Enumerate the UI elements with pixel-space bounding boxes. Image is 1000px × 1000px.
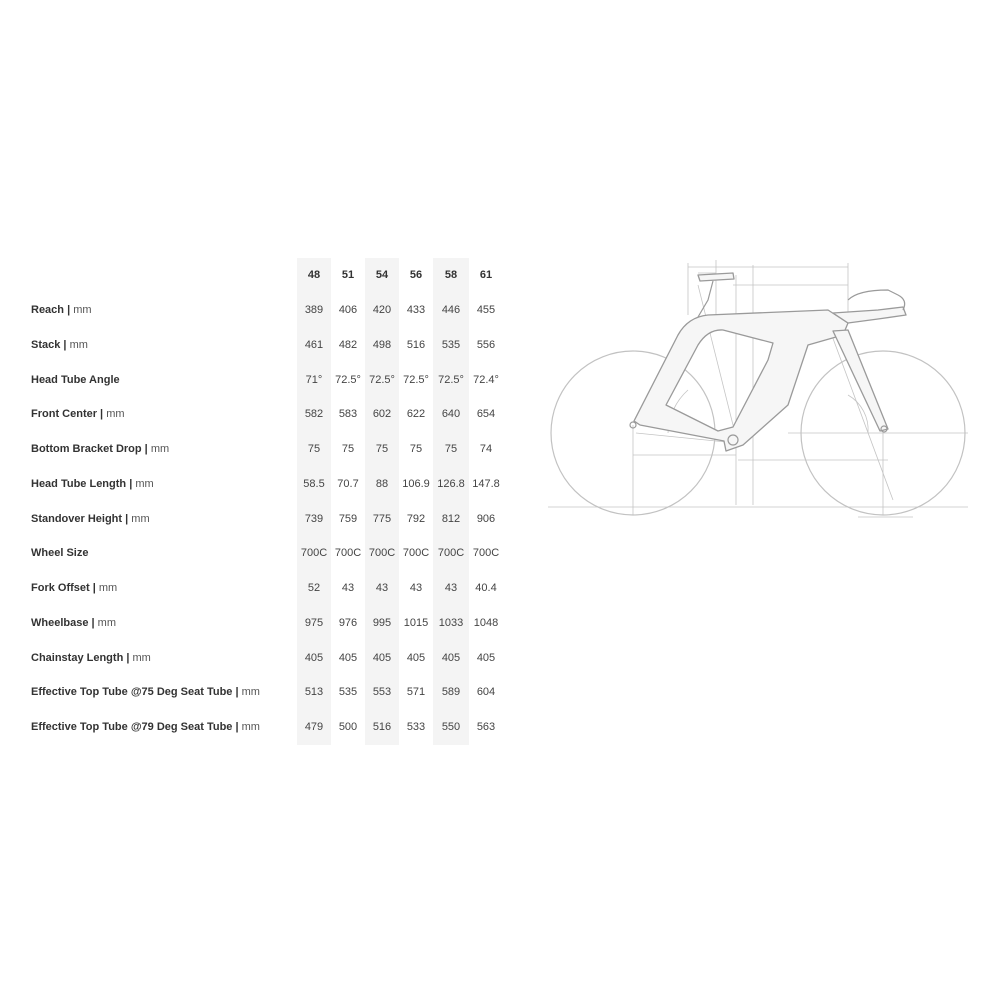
- row-name: Head Tube Angle: [31, 373, 120, 386]
- table-cell: 147.8: [472, 477, 500, 490]
- row-name: Fork Offset: [31, 582, 90, 595]
- row-label: [24, 571, 297, 606]
- size-header: 56: [409, 269, 423, 282]
- table-cell: 654: [476, 408, 496, 421]
- table-cell: 739: [297, 501, 331, 536]
- table-cell: 1048: [473, 616, 499, 629]
- table-cell: 40.4: [475, 582, 497, 595]
- table-cell: 700C: [297, 536, 331, 571]
- row-label: [24, 606, 297, 641]
- row-label: [24, 675, 297, 710]
- table-cell: 72.5°: [365, 362, 399, 397]
- table-cell: 1033: [433, 606, 469, 641]
- row-label: [24, 536, 297, 571]
- table-cell: 389: [297, 293, 331, 328]
- table-row: [24, 536, 503, 571]
- table-cell: 75: [433, 432, 469, 467]
- size-header: 54: [365, 258, 399, 293]
- table-cell: 516: [406, 338, 426, 351]
- unit-separator: |: [232, 686, 242, 699]
- row-unit: mm: [97, 616, 116, 629]
- row-unit: mm: [106, 408, 125, 421]
- table-cell: 498: [365, 328, 399, 363]
- row-unit: mm: [241, 686, 260, 699]
- table-cell: 571: [406, 686, 426, 699]
- table-cell: 72.5°: [433, 362, 469, 397]
- table-cell: 640: [433, 397, 469, 432]
- table-row: [24, 432, 503, 467]
- table-cell: 405: [406, 651, 426, 664]
- unit-separator: |: [232, 721, 242, 734]
- size-header-row: [24, 258, 503, 293]
- unit-separator: |: [60, 338, 70, 351]
- table-cell: 516: [365, 710, 399, 745]
- table-cell: 70.7: [337, 477, 359, 490]
- table-cell: 563: [476, 721, 496, 734]
- header-spacer: [24, 258, 297, 293]
- table-row: [24, 640, 503, 675]
- table-cell: 976: [338, 616, 358, 629]
- table-cell: 72.4°: [473, 373, 499, 386]
- table-row: [24, 675, 503, 710]
- table-cell: 792: [406, 512, 426, 525]
- row-name: Reach: [31, 304, 65, 317]
- table-cell: 582: [297, 397, 331, 432]
- row-name: Chainstay Length: [31, 651, 124, 664]
- table-cell: 71°: [297, 362, 331, 397]
- table-cell: 583: [338, 408, 358, 421]
- table-cell: 405: [297, 640, 331, 675]
- table-cell: 775: [365, 501, 399, 536]
- row-unit: mm: [73, 304, 92, 317]
- table-row: [24, 397, 503, 432]
- table-cell: 88: [365, 467, 399, 502]
- table-cell: 700C: [472, 547, 500, 560]
- row-label: [24, 293, 297, 328]
- table-cell: 556: [476, 338, 496, 351]
- table-cell: 500: [338, 721, 358, 734]
- row-label: [24, 710, 297, 745]
- bike-geometry-diagram: [548, 255, 968, 525]
- aero-bars: [833, 307, 906, 323]
- table-cell: 433: [406, 304, 426, 317]
- row-label: [24, 640, 297, 675]
- table-cell: 74: [479, 443, 493, 456]
- row-label: [24, 432, 297, 467]
- row-label: [24, 328, 297, 363]
- unit-separator: |: [126, 477, 136, 490]
- table-row: [24, 501, 503, 536]
- unit-separator: |: [123, 651, 133, 664]
- table-cell: 405: [365, 640, 399, 675]
- table-row: [24, 571, 503, 606]
- table-cell: 52: [297, 571, 331, 606]
- table-cell: 604: [476, 686, 496, 699]
- row-unit: mm: [150, 443, 170, 456]
- table-cell: 43: [409, 582, 423, 595]
- row-label: [24, 362, 297, 397]
- table-cell: 43: [365, 571, 399, 606]
- table-cell: 446: [433, 293, 469, 328]
- size-header: 48: [297, 258, 331, 293]
- table-cell: 700C: [402, 547, 430, 560]
- table-cell: 589: [433, 675, 469, 710]
- table-cell: 479: [297, 710, 331, 745]
- saddle: [698, 273, 734, 281]
- table-row: [24, 328, 503, 363]
- row-unit: mm: [241, 721, 260, 734]
- table-row: [24, 606, 503, 641]
- row-name: Bottom Bracket Drop: [31, 443, 142, 456]
- unit-separator: |: [141, 443, 151, 456]
- table-cell: 602: [365, 397, 399, 432]
- table-cell: 906: [476, 512, 496, 525]
- table-cell: 461: [297, 328, 331, 363]
- table-cell: 1015: [403, 616, 429, 629]
- table-cell: 72.5°: [335, 373, 361, 386]
- row-name: Effective Top Tube @79 Deg Seat Tube: [31, 721, 233, 734]
- size-header: 58: [433, 258, 469, 293]
- table-cell: 75: [297, 432, 331, 467]
- row-label: [24, 501, 297, 536]
- row-name: Head Tube Length: [31, 477, 127, 490]
- row-label: [24, 397, 297, 432]
- fork: [833, 330, 888, 431]
- table-row: [24, 362, 503, 397]
- table-cell: 75: [341, 443, 355, 456]
- table-cell: 700C: [334, 547, 362, 560]
- table-cell: 106.9: [402, 477, 430, 490]
- table-cell: 812: [433, 501, 469, 536]
- table-cell: 535: [338, 686, 358, 699]
- row-name: Effective Top Tube @75 Deg Seat Tube: [31, 686, 233, 699]
- table-cell: 43: [341, 582, 355, 595]
- table-cell: 126.8: [433, 467, 469, 502]
- row-unit: mm: [135, 477, 154, 490]
- table-cell: 75: [365, 432, 399, 467]
- table-cell: 58.5: [297, 467, 331, 502]
- table-cell: 43: [433, 571, 469, 606]
- unit-separator: |: [97, 408, 107, 421]
- unit-separator: |: [89, 582, 99, 595]
- table-cell: 995: [365, 606, 399, 641]
- table-cell: 513: [297, 675, 331, 710]
- table-cell: 759: [338, 512, 358, 525]
- table-cell: 535: [433, 328, 469, 363]
- row-unit: mm: [98, 582, 118, 595]
- extensions: [848, 290, 905, 310]
- table-cell: 550: [433, 710, 469, 745]
- row-name: Wheel Size: [31, 547, 89, 560]
- dimension-line: [698, 285, 738, 445]
- table-cell: 420: [365, 293, 399, 328]
- unit-separator: |: [122, 512, 132, 525]
- table-cell: 533: [406, 721, 426, 734]
- row-name: Wheelbase: [31, 616, 89, 629]
- table-cell: 72.5°: [403, 373, 429, 386]
- table-cell: 553: [365, 675, 399, 710]
- row-unit: mm: [132, 651, 151, 664]
- table-row: [24, 467, 503, 502]
- table-row: [24, 293, 503, 328]
- table-row: [24, 710, 503, 745]
- table-cell: 975: [297, 606, 331, 641]
- row-unit: mm: [69, 338, 88, 351]
- geometry-table: [24, 258, 503, 745]
- row-name: Front Center: [31, 408, 97, 421]
- table-cell: 700C: [365, 536, 399, 571]
- table-cell: 455: [476, 304, 496, 317]
- table-cell: 700C: [433, 536, 469, 571]
- row-label: [24, 467, 297, 502]
- table-cell: 406: [338, 304, 358, 317]
- table-cell: 405: [338, 651, 358, 664]
- seatpost: [698, 281, 713, 317]
- size-header: 51: [341, 269, 355, 282]
- size-header: 61: [479, 269, 493, 282]
- unit-separator: |: [88, 616, 98, 629]
- table-cell: 405: [433, 640, 469, 675]
- row-name: Standover Height: [31, 512, 123, 525]
- table-cell: 75: [409, 443, 423, 456]
- bike-frame: [634, 310, 848, 451]
- row-name: Stack: [31, 338, 61, 351]
- row-unit: mm: [131, 512, 150, 525]
- table-cell: 405: [476, 651, 496, 664]
- table-cell: 482: [338, 338, 358, 351]
- unit-separator: |: [64, 304, 74, 317]
- table-cell: 622: [406, 408, 426, 421]
